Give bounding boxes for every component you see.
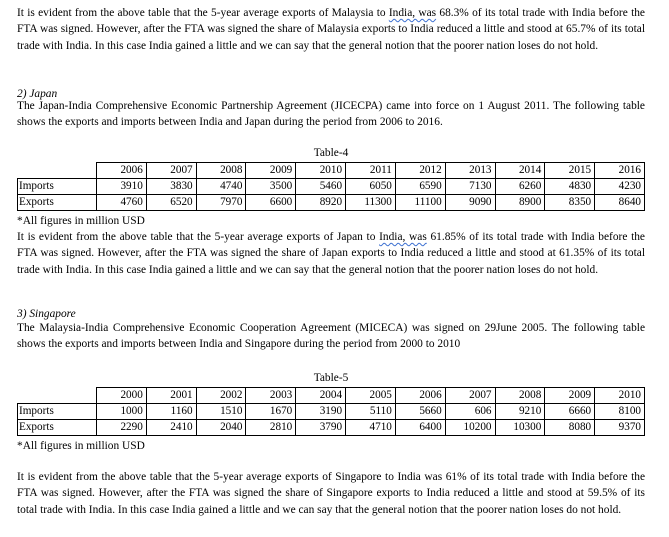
year-cell: 2009	[246, 163, 296, 179]
value-cell: 3190	[296, 404, 346, 420]
japan-intro-paragraph: The Japan-India Comprehensive Economic Partnership Agreement (JICECPA) came into force on 1 August 2011. The following table shows the exports and imports between India and Japan during the period from 2006 to 2016.	[17, 100, 645, 129]
value-cell: 4760	[97, 195, 147, 211]
table-header-row	[18, 388, 645, 404]
table-4-caption: Table-4	[313, 147, 349, 159]
value-cell: 5110	[346, 404, 396, 420]
year-cell: 2010	[296, 163, 346, 179]
value-cell: 3910	[97, 179, 147, 195]
table-row-imports	[18, 179, 645, 195]
value-cell: 3830	[146, 179, 196, 195]
value-cell: 1510	[196, 404, 246, 420]
table-header-row	[18, 163, 645, 179]
year-cell: 2006	[97, 163, 147, 179]
year-cell: 2013	[445, 163, 495, 179]
year-cell: 2011	[346, 163, 396, 179]
year-cell: 2002	[196, 388, 246, 404]
table-5-caption: Table-5	[313, 372, 349, 384]
value-cell: 6050	[346, 179, 396, 195]
japan-heading: 2) Japan	[17, 88, 58, 100]
value-cell: 6520	[146, 195, 196, 211]
value-cell: 606	[445, 404, 495, 420]
row-label: Exports	[18, 420, 97, 436]
singapore-conclusion-paragraph: It is evident from the above table that the 5-year average exports of Singapore to India was 61% of its total trade with India before the FTA was signed. However, after the FTA was signed the share of Singapore exports to India reduced a little and stood at 59.5% of its total trade with India. In this case India gained a little and we can say that the general notion that the poorer nation loses do not hold.	[17, 471, 645, 516]
year-cell: 2014	[495, 163, 545, 179]
table-row-exports	[18, 420, 645, 436]
text-run: It is evident from the above table that the 5-year average exports of Japan to	[17, 231, 380, 243]
text-run: It is evident from the above table that the 5-year average exports of Malaysia to	[17, 7, 389, 19]
value-cell: 6260	[495, 179, 545, 195]
japan-conclusion-paragraph	[17, 229, 645, 278]
value-cell: 11100	[395, 195, 445, 211]
value-cell: 1160	[146, 404, 196, 420]
year-cell: 2016	[595, 163, 645, 179]
value-cell: 5660	[395, 404, 445, 420]
year-cell: 2015	[545, 163, 595, 179]
value-cell: 10200	[445, 420, 495, 436]
year-cell: 2010	[595, 388, 645, 404]
text-run: 68.3% of its total trade with India before the FTA was signed. However, after the FTA was signed the share of Malaysia exports to India reduced a little and stood at 65.7% of its total trade with India. In this case India gained a little and we can say that the general notion that the poorer nation loses do not hold.	[17, 7, 645, 52]
value-cell: 11300	[346, 195, 396, 211]
value-cell: 9370	[595, 420, 645, 436]
value-cell: 4710	[346, 420, 396, 436]
malaysia-conclusion-paragraph	[17, 5, 645, 54]
row-label: Exports	[18, 195, 97, 211]
year-cell: 2012	[395, 163, 445, 179]
value-cell: 6590	[395, 179, 445, 195]
year-cell: 2001	[146, 388, 196, 404]
value-cell: 8350	[545, 195, 595, 211]
year-cell: 2006	[395, 388, 445, 404]
value-cell: 4230	[595, 179, 645, 195]
value-cell: 2040	[196, 420, 246, 436]
table-row-imports	[18, 404, 645, 420]
year-cell: 2007	[445, 388, 495, 404]
value-cell: 1670	[246, 404, 296, 420]
value-cell: 9210	[495, 404, 545, 420]
corner-cell	[18, 163, 97, 179]
value-cell: 8080	[545, 420, 595, 436]
table-5	[17, 387, 645, 436]
year-cell: 2007	[146, 163, 196, 179]
spellcheck-flagged-text: India, was	[379, 231, 427, 243]
singapore-intro-paragraph: The Malaysia-India Comprehensive Economic Cooperation Agreement (MICECA) was signed on 29June 2005. The following table shows the exports and imports between India and Singapore during the period from 2000 to 2010	[17, 322, 645, 351]
year-cell: 2008	[495, 388, 545, 404]
table-4-footnote: *All figures in million USD	[17, 215, 145, 227]
year-cell: 2005	[346, 388, 396, 404]
value-cell: 2410	[146, 420, 196, 436]
row-label: Imports	[18, 179, 97, 195]
row-label: Imports	[18, 404, 97, 420]
text-run: 61.85% of its total trade with India before the FTA was signed. However, after the FTA was signed the share of Japan exports to India reduced a little and stood at 61.35% of its total trade with India. In this case India gained a little and we can say that the general notion that the poorer nation loses do not hold.	[17, 231, 645, 276]
value-cell: 7130	[445, 179, 495, 195]
table-4	[17, 162, 645, 211]
value-cell: 2290	[97, 420, 147, 436]
table-row-exports	[18, 195, 645, 211]
value-cell: 2810	[246, 420, 296, 436]
year-cell: 2008	[196, 163, 246, 179]
value-cell: 4830	[545, 179, 595, 195]
year-cell: 2004	[296, 388, 346, 404]
value-cell: 8640	[595, 195, 645, 211]
value-cell: 3500	[246, 179, 296, 195]
value-cell: 1000	[97, 404, 147, 420]
corner-cell	[18, 388, 97, 404]
value-cell: 5460	[296, 179, 346, 195]
year-cell: 2000	[97, 388, 147, 404]
singapore-heading: 3) Singapore	[17, 308, 76, 320]
value-cell: 3790	[296, 420, 346, 436]
year-cell: 2009	[545, 388, 595, 404]
year-cell: 2003	[246, 388, 296, 404]
value-cell: 6660	[545, 404, 595, 420]
value-cell: 8100	[595, 404, 645, 420]
value-cell: 8900	[495, 195, 545, 211]
value-cell: 9090	[445, 195, 495, 211]
spellcheck-flagged-text: India, was	[388, 7, 437, 19]
value-cell: 10300	[495, 420, 545, 436]
value-cell: 6400	[395, 420, 445, 436]
value-cell: 8920	[296, 195, 346, 211]
value-cell: 4740	[196, 179, 246, 195]
value-cell: 7970	[196, 195, 246, 211]
table-5-footnote: *All figures in million USD	[17, 440, 145, 452]
value-cell: 6600	[246, 195, 296, 211]
